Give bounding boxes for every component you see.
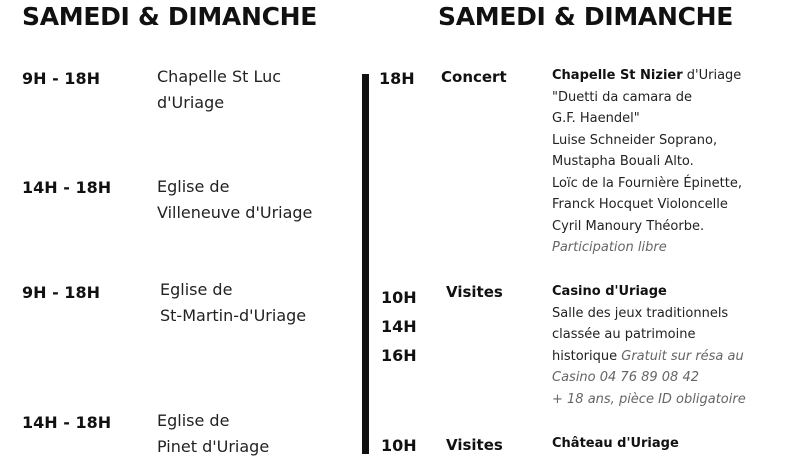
right-heading: SAMEDI & DIMANCHE — [438, 2, 734, 31]
event-place: Eglise de Pinet d'Uriage — [157, 411, 270, 456]
concert-type: Concert — [441, 68, 507, 86]
chateau-time: 10H — [381, 436, 417, 455]
casino-venue: Casino d'Uriage — [552, 284, 667, 299]
chateau-details — [552, 433, 679, 455]
chateau-type: Visites — [446, 436, 503, 454]
casino-details: Casino d'Uriage Salle des jeux traditionnels classée au patrimoine historique Gratuit sur résa au Casino 04 76 89 08 42 + 18 ans, pièce ID obligatoire — [552, 281, 746, 410]
concert-venue: Chapelle St Nizier — [552, 68, 683, 83]
visit-type: Visites — [446, 283, 503, 301]
concert-note: Participation libre — [552, 240, 667, 255]
visit-times: 10H 14H 16H — [381, 288, 417, 365]
event-place: Eglise de St-Martin-d'Uriage — [160, 280, 307, 325]
vertical-divider — [362, 74, 369, 454]
event-time: 9H - 18H — [22, 69, 100, 88]
event-time: 14H - 18H — [22, 413, 112, 432]
chateau-venue: Château d'Uriage — [552, 436, 679, 451]
event-place: Chapelle St Luc d'Uriage — [157, 67, 282, 112]
concert-details: Chapelle St Nizier d'Uriage "Duetti da camara de G.F. Haendel" Luise Schneider Soprano, Mustapha Bouali Alto. Loïc de la Fournière Épinette, Franck Hocquet Violoncelle Cyril Manoury Théorbe. Participation libre — [552, 65, 742, 259]
event-place: Eglise de Villeneuve d'Uriage — [157, 177, 313, 222]
left-heading: SAMEDI & DIMANCHE — [22, 2, 318, 31]
event-time: 14H - 18H — [22, 178, 112, 197]
event-time: 9H - 18H — [22, 283, 100, 302]
concert-time: 18H — [379, 69, 415, 88]
